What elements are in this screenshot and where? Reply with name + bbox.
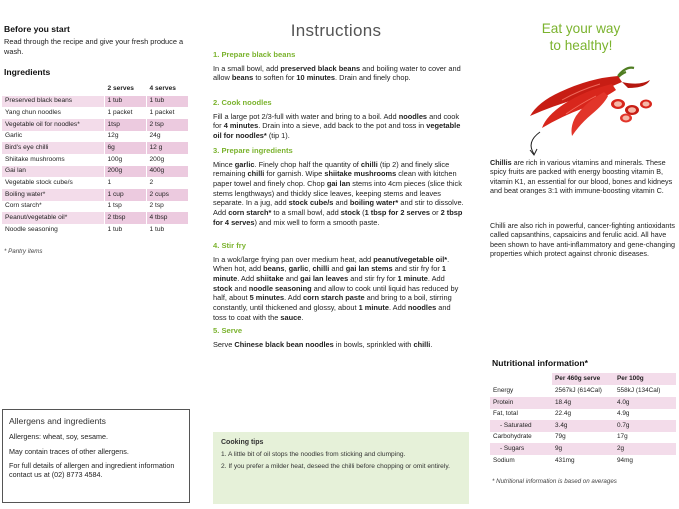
nutrient-per-100g: 17g (617, 433, 628, 441)
ingredient-qty-4-serves: 400g (146, 166, 188, 178)
ingredient-qty-4-serves: 2 tsp (146, 119, 188, 131)
step-1 (213, 50, 465, 83)
cooking-tip: 2. If you prefer a milder heat, deseed the chilli before chopping or omit entirely. (221, 462, 450, 470)
ingredient-row (2, 166, 188, 178)
ingredient-qty-2-serves: 1 cup (104, 189, 146, 201)
ingredients-header-2-serves: 2 serves (104, 83, 146, 96)
step-body: Mince garlic. Finely chop half the quantity of chilli (tip 2) and finely slice remaining chilli for garnish. Wipe shiitake mushrooms clean with kitchen paper towel and finely chop. Chop gai lan stems into 4cm pieces (slice thick stems lengthways) and thickly slice leaves, keeping stems and leaves separate. In a jug, add stock cube/s and boiling water* and stir to dissolve. Add corn starch* to a small bowl, add stock (1 tbsp for 2 serves or 2 tbsp for 4 serves) and mix well to form a smooth paste. (213, 159, 464, 227)
ingredient-row (2, 224, 188, 236)
nutrition-heading: Nutritional information* (492, 358, 588, 368)
ingredient-name: Peanut/vegetable oil* (2, 212, 104, 224)
ingredient-qty-4-serves: 12 g (146, 142, 188, 154)
ingredient-row (2, 212, 188, 224)
nutrient-name: - Saturated (490, 420, 552, 432)
nutrient-name: Sodium (493, 456, 515, 464)
step-title: 2. Cook noodles (213, 98, 272, 107)
allergen-heading: Allergens and ingredients (9, 416, 106, 426)
step-title: 1. Prepare black beans (213, 50, 296, 59)
ingredient-qty-4-serves: 2 cups (146, 189, 188, 201)
ingredient-qty-4-serves: 2 (146, 177, 188, 189)
allergen-line: Allergens: wheat, soy, sesame. (9, 432, 108, 442)
cooking-tips-box (213, 432, 469, 504)
ingredient-row (2, 189, 188, 201)
step-body: In a wok/large frying pan over medium heat, add peanut/vegetable oil*. When hot, add beans, garlic, chilli and gai lan stems and stir fry for 1 minute. Add shiitake and gai lan leaves and stir fry for 1 minute. Add stock and noodle seasoning and allow to cook until liquid has reduced by half, about 5 minutes. Add corn starch paste and bring to a boil, stirring constantly, until thickened and glossy, about 1 minute. Add noodles and toss to coat with the sauce. (213, 254, 459, 322)
nutrient-per-serve: 9g (552, 443, 614, 455)
ingredient-row (2, 107, 188, 119)
ingredient-row (2, 119, 188, 131)
nutrient-name: Energy (493, 386, 514, 394)
nutrient-name: Fat, total (493, 410, 518, 418)
nutrition-row (490, 397, 676, 409)
ingredients-table (2, 83, 188, 236)
nutrient-per-serve: 2567kJ (614Cal) (555, 386, 602, 394)
nutrient-per-100g: 94mg (617, 456, 633, 464)
ingredient-qty-2-serves: 100g (104, 154, 146, 166)
instructions-heading: Instructions (290, 21, 382, 40)
step-4 (213, 241, 465, 322)
step-title: 4. Stir fry (213, 241, 246, 250)
nutrient-per-100g: 4.9g (617, 410, 630, 418)
ingredient-name: Noodle seasoning (2, 224, 104, 236)
nutrient-per-100g: 0.7g (614, 420, 676, 432)
before-you-start-heading: Before you start (4, 24, 70, 34)
allergen-box (2, 409, 190, 503)
nutrition-table (490, 373, 676, 466)
ingredient-qty-2-serves: 6g (104, 142, 146, 154)
ingredient-qty-2-serves: 1 tsp (104, 201, 146, 213)
right-column (486, 0, 679, 509)
step-2 (213, 98, 465, 141)
left-column (0, 0, 192, 509)
nutrient-per-serve: 18.4g (552, 397, 614, 409)
step-body: Fill a large pot 2/3-full with water and bring to a boil. Add noodles and cook for 4 minutes. Drain into a sieve, add back to the pot and toss in vegetable oil for noodles* (tip 1). (213, 111, 461, 141)
ingredients-header-row (2, 83, 188, 96)
cooking-tips-heading: Cooking tips (221, 439, 264, 446)
ingredient-name: Garlic (2, 131, 104, 143)
ingredient-name: Vegetable stock cube/s (2, 177, 104, 189)
cooking-tip: 1. A little bit of oil stops the noodles from sticking and clumping. (221, 451, 406, 459)
chilli-info-paragraph-2: Chilli are also rich in powerful, cancer-fighting antioxidants called capsanthins, capsaicins and ferulic acid. All have been shown to have anti-inflammatory and gene-changing properties which protect against chronic diseases. (490, 221, 675, 259)
nutrition-row (490, 455, 676, 467)
ingredient-qty-2-serves: 1 tub (104, 96, 146, 108)
nutrition-row (490, 443, 676, 455)
ingredient-qty-2-serves: 1 (104, 177, 146, 189)
nutrient-name: Carbohydrate (493, 433, 532, 441)
step-body: Serve Chinese black bean noodles in bowls, sprinkled with chilli. (213, 339, 433, 349)
nutrient-per-serve: 3.4g (552, 420, 614, 432)
middle-column (205, 0, 473, 509)
step-3 (213, 146, 465, 227)
step-body: In a small bowl, add preserved black beans and boiling water to cover and allow beans to soften for 10 minutes. Drain and finely chop. (213, 63, 461, 83)
ingredient-qty-2-serves: 1 tub (104, 224, 146, 236)
ingredient-qty-4-serves: 200g (146, 154, 188, 166)
ingredients-header-blank (2, 83, 104, 96)
ingredient-name: Boiling water* (2, 189, 104, 201)
ingredient-name: Bird's eye chilli (2, 142, 104, 154)
eat-title-line-1: Eat your way (541, 21, 621, 36)
ingredient-qty-4-serves: 1 tub (146, 224, 188, 236)
nutrient-name: - Sugars (490, 443, 552, 455)
ingredient-qty-4-serves: 4 tbsp (146, 212, 188, 224)
ingredient-row (2, 96, 188, 108)
nutrition-header-per-serve: Per 460g serve (552, 373, 614, 385)
nutrition-row (490, 432, 676, 444)
ingredient-qty-4-serves: 1 packet (146, 107, 188, 119)
nutrient-per-serve: 431mg (555, 456, 575, 464)
ingredient-qty-2-serves: 1 packet (104, 107, 146, 119)
ingredient-name: Vegetable oil for noodles* (2, 119, 104, 131)
nutrient-per-100g: 2g (614, 443, 676, 455)
step-title: 5. Serve (213, 326, 243, 335)
nutrient-per-serve: 79g (555, 433, 566, 441)
ingredient-name: Gai lan (2, 166, 104, 178)
before-you-start-text: Read through the recipe and give your fresh produce a wash. (4, 37, 184, 56)
ingredient-qty-2-serves: 2 tbsp (104, 212, 146, 224)
ingredients-header-4-serves: 4 serves (146, 83, 188, 96)
chilli-info-paragraph-1: Chillis are rich in various vitamins and minerals. These spicy fruits are packed with energy boosting vitamin B, vitamin K1, an essential for our blood, bones and kidneys and beat oranges 3:1 with immune-boosting vitamin C. (490, 158, 673, 196)
ingredient-name: Preserved black beans (2, 96, 104, 108)
allergen-contact-line: For full details of allergen and ingredient information contact us at (02) 8773 4584. (9, 460, 175, 480)
ingredient-row (2, 154, 188, 166)
ingredient-qty-4-serves: 24g (146, 131, 188, 143)
eat-your-way-heading (486, 20, 676, 55)
ingredient-qty-4-serves: 1 tub (146, 96, 188, 108)
ingredient-qty-4-serves: 2 tsp (146, 201, 188, 213)
nutrition-header-blank (490, 373, 552, 385)
ingredient-row (2, 131, 188, 143)
ingredient-row (2, 201, 188, 213)
nutrient-per-serve: 22.4g (555, 410, 571, 418)
ingredient-qty-2-serves: 200g (104, 166, 146, 178)
pantry-note: * Pantry items (4, 248, 43, 255)
nutrition-row (490, 409, 676, 421)
ingredient-row (2, 142, 188, 154)
allergen-line: May contain traces of other allergens. (9, 446, 129, 456)
nutrition-row (490, 420, 676, 432)
nutrient-name: Protein (490, 397, 552, 409)
nutrient-per-100g: 4.0g (614, 397, 676, 409)
nutrition-note: * Nutritional information is based on averages (492, 478, 617, 485)
step-title: 3. Prepare ingredients (213, 146, 293, 155)
nutrient-per-100g: 558kJ (134Cal) (617, 386, 661, 394)
chilli-peppers-illustration (500, 58, 670, 158)
ingredients-heading: Ingredients (4, 67, 51, 77)
ingredient-row (2, 177, 188, 189)
ingredient-qty-2-serves: 1tsp (104, 119, 146, 131)
ingredient-qty-2-serves: 12g (104, 131, 146, 143)
ingredient-name: Shiitake mushrooms (2, 154, 104, 166)
nutrition-header-row (490, 373, 676, 385)
eat-title-line-2: to healthy! (549, 38, 613, 54)
nutrition-header-per-100g: Per 100g (614, 373, 676, 385)
ingredient-name: Yang chun noodles (2, 107, 104, 119)
nutrition-row (490, 385, 676, 397)
ingredient-name: Corn starch* (2, 201, 104, 213)
step-5 (213, 326, 465, 349)
